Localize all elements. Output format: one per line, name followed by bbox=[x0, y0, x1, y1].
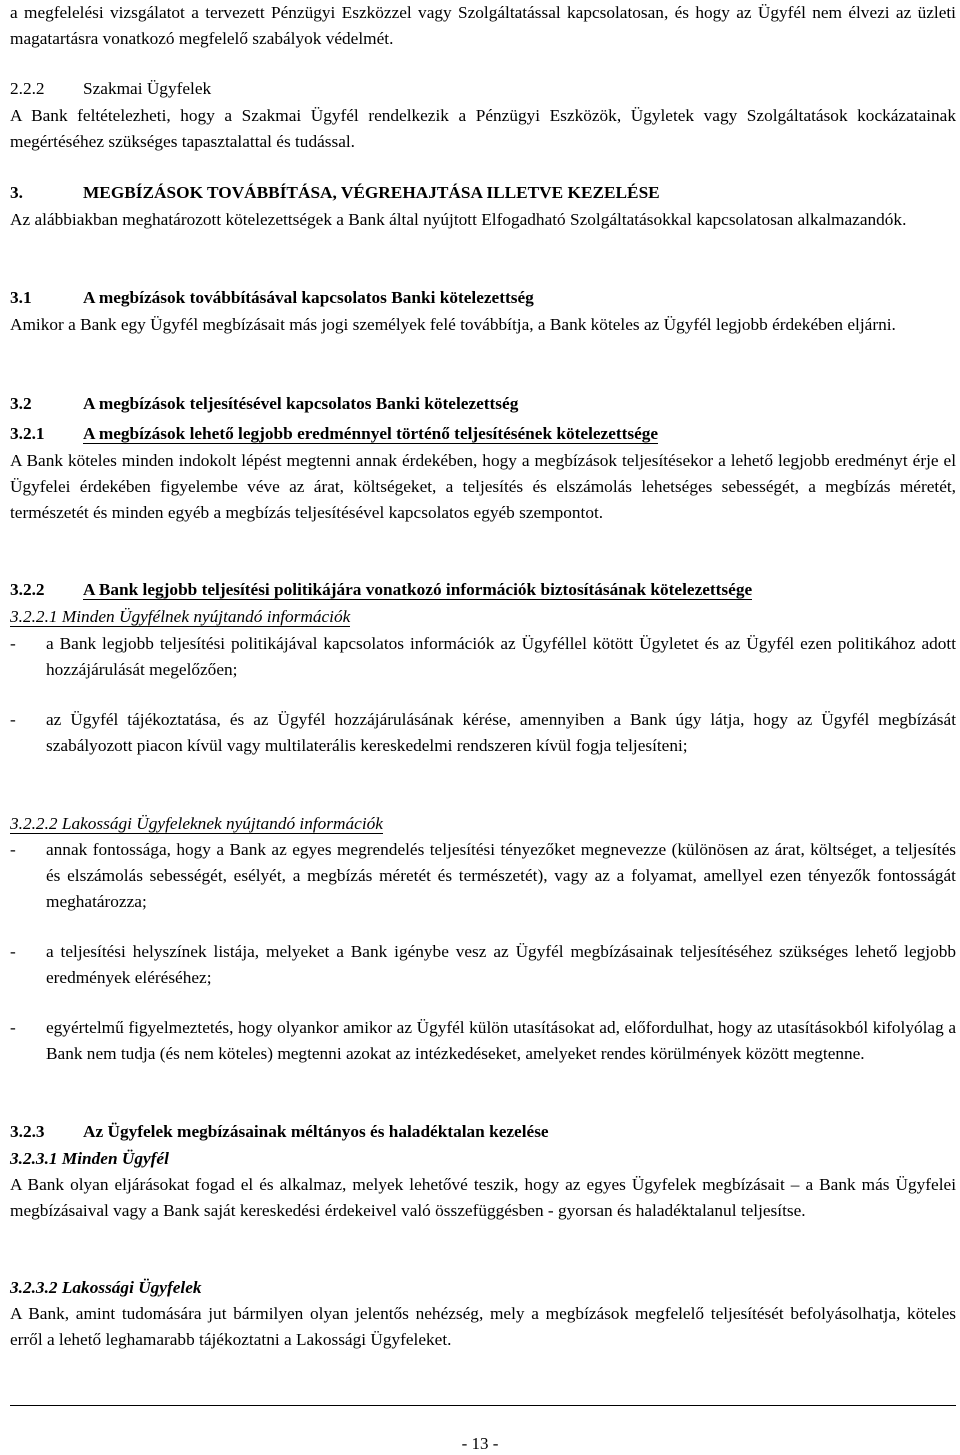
bullet-dash: - bbox=[10, 840, 16, 859]
heading-number: 3.2.3.1 bbox=[10, 1149, 58, 1168]
bullet-dash: - bbox=[10, 942, 16, 961]
list-item-text: annak fontossága, hogy a Bank az egyes megrendelés teljesítési tényezőket megnevezze (különösen az árat, költséget, a teljesítés és elszámolás sebességét, esélyét, a megbízás méretét és természetét), vagy az a folyamat, amellyel ezen tényezők fontosságát meghatározza; bbox=[46, 840, 956, 911]
heading-title: A Bank legjobb teljesítési politikájára vonatkozó információk biztosításának kötelezettsége bbox=[83, 580, 753, 599]
heading-2-2-2 bbox=[10, 76, 956, 102]
heading-title: Szakmai Ügyfelek bbox=[83, 79, 212, 98]
heading-title: Lakossági Ügyfeleknek nyújtandó információk bbox=[58, 814, 383, 834]
heading-number: 3.2.1 bbox=[10, 424, 45, 443]
heading-3-2-3-2 bbox=[10, 1275, 956, 1301]
heading-number: 3.2.3.2 bbox=[10, 1278, 58, 1297]
heading-3-2-2-2 bbox=[10, 811, 956, 837]
heading-number: 3.1 bbox=[10, 288, 32, 307]
paragraph-3-2-1: A Bank köteles minden indokolt lépést megtenni annak érdekében, hogy a megbízások teljesítésekor a lehető legjobb eredményt érje el Ügyfelei érdekében figyelembe véve az árat, költségeket, a teljesítés és elszámolás lehetséges sebességét, a megbízás méretét, természetét és minden egyéb a megbízás teljesítésével kapcsolatos egyéb szempontot. bbox=[10, 451, 956, 522]
paragraph-3-2-3-1: A Bank olyan eljárásokat fogad el és alkalmaz, melyek lehetővé teszik, hogy az egyes Ügyfelek megbízásait – a Bank más Ügyfelei megbízásaival vagy a Bank saját kereskedési érdekeivel való összefüggésben - gyorsan és haladéktalanul teljesítse. bbox=[10, 1175, 956, 1220]
heading-title: Lakossági Ügyfelek bbox=[61, 1278, 202, 1297]
list-item bbox=[10, 1015, 956, 1067]
heading-title: A megbízások teljesítésével kapcsolatos Banki kötelezettség bbox=[83, 394, 519, 413]
heading-3-2-3 bbox=[10, 1119, 956, 1145]
footer-rule bbox=[10, 1405, 956, 1406]
list-item-text: egyértelmű figyelmeztetés, hogy olyankor amikor az Ügyfél külön utasításokat ad, előfordulhat, hogy az utasításokból kifolyólag a Bank nem tudja (és nem köteles) megtenni azokat az intézkedéseket, amelyeket rendes körülmények között megtenne. bbox=[46, 1018, 956, 1063]
bullet-dash: - bbox=[10, 1018, 16, 1037]
intro-paragraph: a megfelelési vizsgálatot a tervezett Pénzügyi Eszközzel vagy Szolgáltatással kapcsolatosan, és hogy az Ügyfél nem élvezi az üzleti magatartásra vonatkozó megfelelő szabályok védelmét. bbox=[10, 3, 956, 48]
page-number: - 13 - bbox=[461, 1434, 499, 1453]
heading-title: Minden Ügyfélnek nyújtandó információk bbox=[58, 607, 351, 627]
list-item bbox=[10, 631, 956, 683]
heading-title: MEGBÍZÁSOK TOVÁBBÍTÁSA, VÉGREHAJTÁSA ILLETVE KEZELÉSE bbox=[83, 183, 660, 202]
bullet-dash: - bbox=[10, 634, 16, 653]
list-item bbox=[10, 707, 956, 759]
heading-3-2-3-1 bbox=[10, 1146, 956, 1172]
heading-3-2-1 bbox=[10, 421, 956, 447]
heading-3-2-2 bbox=[10, 577, 956, 603]
paragraph-3-1: Amikor a Bank egy Ügyfél megbízásait más jogi személyek felé továbbítja, a Bank köteles az Ügyfél legjobb érdekében eljárni. bbox=[10, 315, 896, 334]
heading-3-2 bbox=[10, 391, 956, 417]
heading-number: 3.2.2.2 bbox=[10, 814, 58, 833]
heading-number: 3.2.2 bbox=[10, 580, 45, 599]
paragraph-3-2-3-2: A Bank, amint tudomására jut bármilyen olyan jelentős nehézség, mely a megbízások megfelelő teljesítését befolyásolhatja, köteles erről a lehető leghamarabb tájékoztatni a Lakossági Ügyfeleket. bbox=[10, 1304, 956, 1349]
heading-number: 3.2 bbox=[10, 394, 32, 413]
heading-number: 3.2.3 bbox=[10, 1122, 45, 1141]
list-item-text: a teljesítési helyszínek listája, melyeket a Bank igénybe vesz az Ügyfél megbízásainak teljesítéséhez szükséges lehető legjobb eredmények eléréséhez; bbox=[46, 942, 956, 987]
list-item-text: az Ügyfél tájékoztatása, és az Ügyfél hozzájárulásának kérése, amennyiben a Bank úgy látja, hogy az Ügyfél megbízását szabályozott piacon kívül vagy multilaterális kereskedelmi rendszeren kívül fogja teljesíteni; bbox=[46, 710, 956, 755]
bullet-dash: - bbox=[10, 710, 16, 729]
heading-number: 3.2.2.1 bbox=[10, 607, 58, 626]
list-item bbox=[10, 939, 956, 991]
heading-number: 2.2.2 bbox=[10, 79, 45, 98]
list-item bbox=[10, 837, 956, 914]
heading-3-2-2-1 bbox=[10, 604, 956, 630]
heading-title: A megbízások lehető legjobb eredménnyel történő teljesítésének kötelezettsége bbox=[83, 424, 659, 443]
paragraph-3: Az alábbiakban meghatározott kötelezettségek a Bank által nyújtott Elfogadható Szolgáltatásokkal kapcsolatosan alkalmazandók. bbox=[10, 210, 907, 229]
heading-3-1 bbox=[10, 285, 956, 311]
heading-3 bbox=[10, 180, 956, 206]
heading-title: Minden Ügyfél bbox=[61, 1149, 169, 1168]
list-item-text: a Bank legjobb teljesítési politikájával kapcsolatos információk az Ügyféllel kötött Ügyletet és az Ügyfél ezen politikához adott hozzájárulását megelőzően; bbox=[46, 634, 956, 679]
heading-title: Az Ügyfelek megbízásainak méltányos és haladéktalan kezelése bbox=[83, 1122, 549, 1141]
heading-number: 3. bbox=[10, 183, 23, 202]
heading-title: A megbízások továbbításával kapcsolatos Banki kötelezettség bbox=[83, 288, 534, 307]
paragraph-2-2-2: A Bank feltételezheti, hogy a Szakmai Ügyfél rendelkezik a Pénzügyi Eszközök, Ügyletek vagy Szolgáltatások kockázatainak megértéséhez szükséges tapasztalattal és tudással. bbox=[10, 106, 956, 151]
